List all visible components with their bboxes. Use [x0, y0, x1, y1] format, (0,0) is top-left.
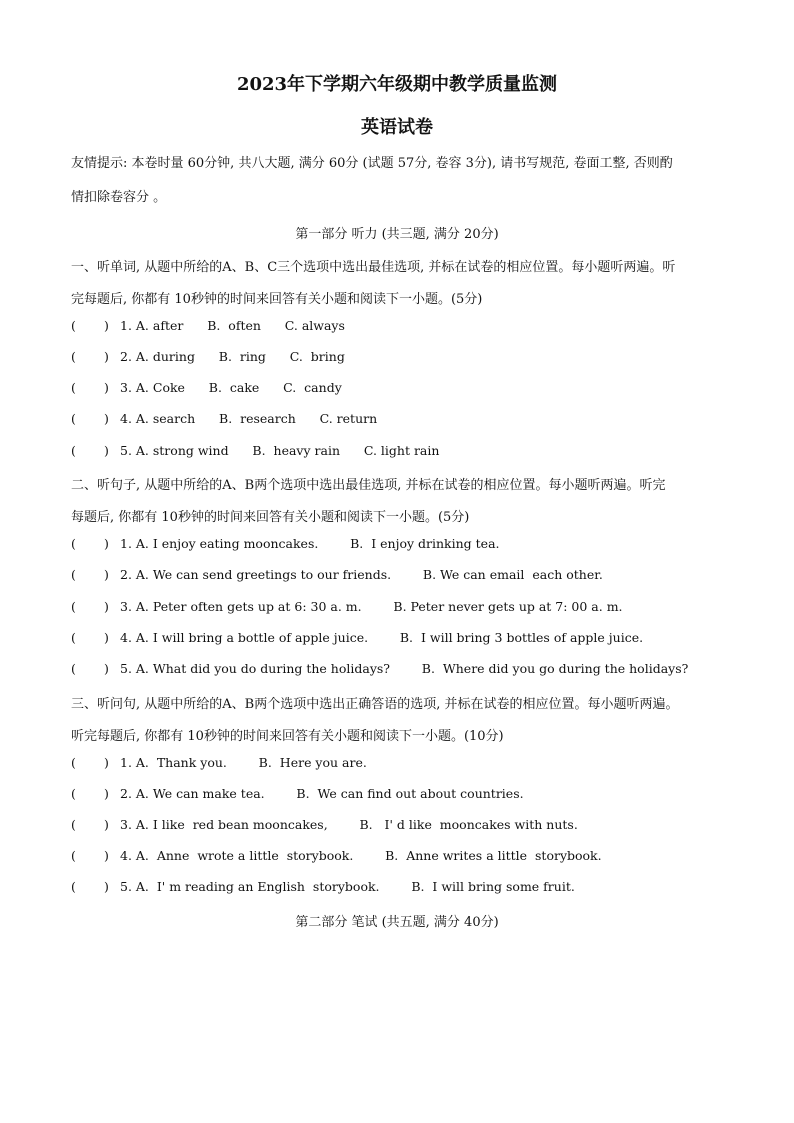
list-item: ( ) 1. A. I enjoy eating mooncakes. B. I enjoy drinking tea. — [71, 536, 500, 551]
section1-instruction-2: 完每题后, 你都有 10秒钟的时间来回答有关小题和阅读下一小题。(5分) — [71, 292, 483, 307]
list-item: ( ) 4. A. Anne wrote a little storybook. B. Anne writes a little storybook. — [71, 848, 602, 863]
list-item: ( ) 3. A. Coke B. cake C. candy — [71, 380, 342, 395]
exam-title: 2023年下学期六年级期中教学质量监测 — [236, 74, 558, 95]
list-item: ( ) 4. A. I will bring a bottle of apple juice. B. I will bring 3 bottles of apple juice. — [71, 630, 644, 645]
list-item: ( ) 3. A. I like red bean mooncakes, B. I' d like mooncakes with nuts. — [71, 817, 578, 832]
part2-heading: 第二部分 笔试 (共五题, 满分 40分) — [295, 915, 499, 930]
section3-instruction-2: 听完每题后, 你都有 10秒钟的时间来回答有关小题和阅读下一小题。(10分) — [71, 729, 504, 744]
section1-instruction-1: 一、听单词, 从题中所给的A、B、C三个选项中选出最佳选项, 并标在试卷的相应位置。每小题听两遍。听 — [71, 260, 676, 275]
section2-instruction-2: 每题后, 你都有 10秒钟的时间来回答有关小题和阅读下一小题。(5分) — [71, 510, 470, 525]
list-item: ( ) 5. A. I' m reading an English storybook. B. I will bring some fruit. — [71, 879, 575, 894]
notice-line-2: 情扣除卷容分 。 — [71, 190, 167, 205]
list-item: ( ) 3. A. Peter often gets up at 6: 30 a. m. B. Peter never gets up at 7: 00 a. m. — [71, 599, 623, 614]
list-item: ( ) 5. A. What did you do during the holidays? B. Where did you go during the holidays? — [71, 661, 689, 676]
section3-instruction-1: 三、听问句, 从题中所给的A、B两个选项中选出正确答语的选项, 并标在试卷的相应位置。每小题听两遍。 — [71, 697, 679, 712]
list-item: ( ) 2. A. during B. ring C. bring — [71, 349, 345, 364]
list-item: ( ) 2. A. We can send greetings to our friends. B. We can email each other. — [71, 567, 603, 582]
list-item: ( ) 5. A. strong wind B. heavy rain C. light rain — [71, 443, 440, 458]
section2-instruction-1: 二、听句子, 从题中所给的A、B两个选项中选出最佳选项, 并标在试卷的相应位置。每小题听两遍。听完 — [71, 478, 666, 493]
list-item: ( ) 4. A. search B. research C. return — [71, 411, 378, 426]
list-item: ( ) 1. A. Thank you. B. Here you are. — [71, 755, 367, 770]
part1-heading: 第一部分 听力 (共三题, 满分 20分) — [295, 227, 499, 242]
exam-subtitle: 英语试卷 — [361, 117, 433, 138]
notice-line-1: 友情提示: 本卷时量 60分钟, 共八大题, 满分 60分 (试题 57分, 卷容 3分), 请书写规范, 卷面工整, 否则酌 — [71, 156, 673, 171]
list-item: ( ) 2. A. We can make tea. B. We can find out about countries. — [71, 786, 524, 801]
list-item: ( ) 1. A. after B. often C. always — [71, 318, 345, 333]
